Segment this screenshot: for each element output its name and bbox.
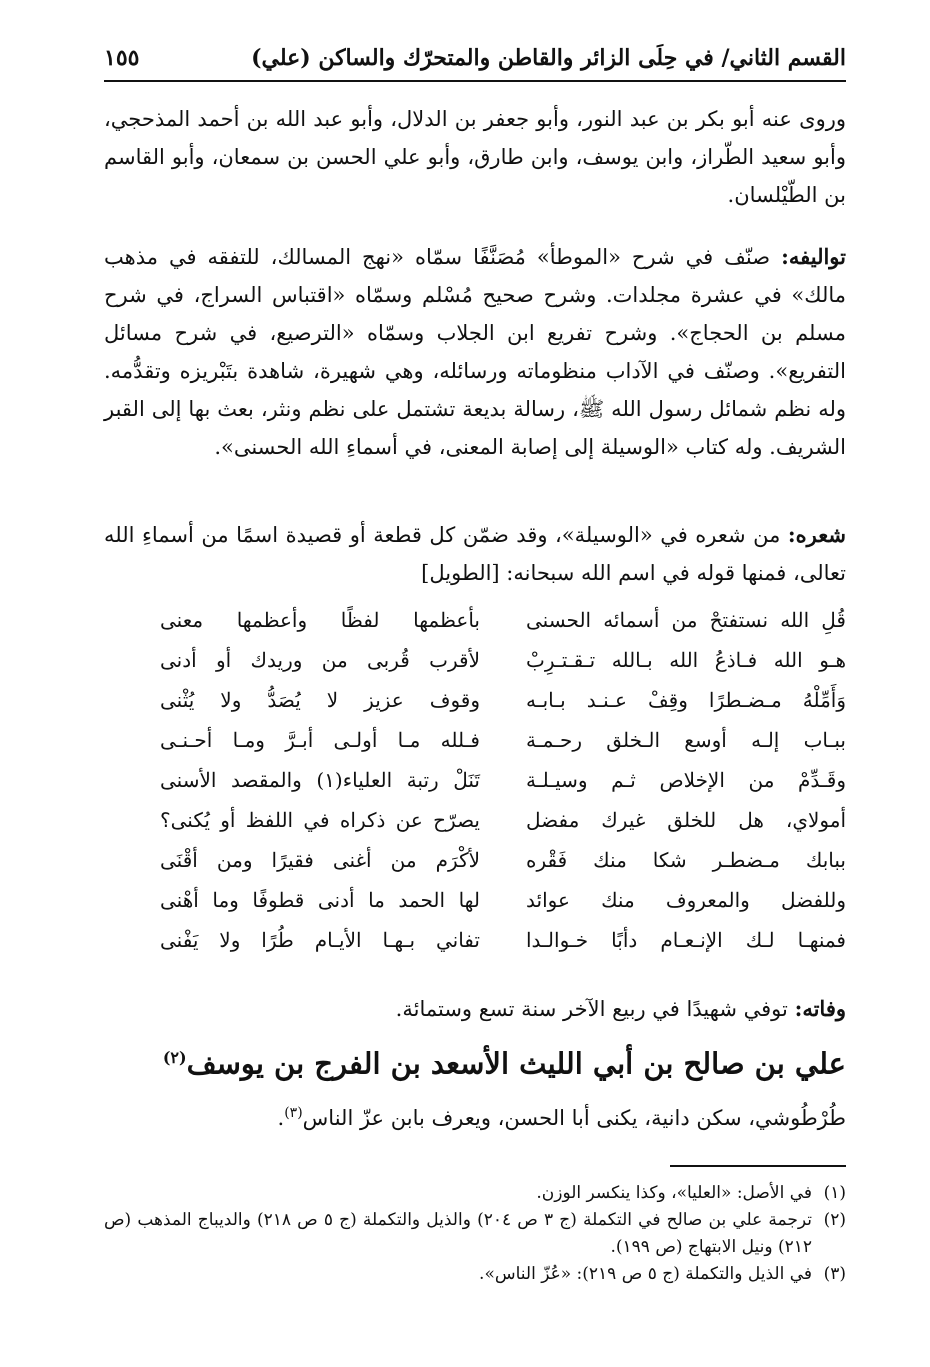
verse-line — [160, 760, 846, 800]
footnote-number: (٣) — [823, 1264, 846, 1284]
footnote-text: في الذيل والتكملة (ج ٥ ص ٢١٩): «عُزّ الناس». — [479, 1264, 812, 1284]
entry-heading-text: علي بن صالح بن أبي الليث الأسعد بن الفرج بن يوسف — [186, 1046, 846, 1081]
verse-line — [160, 640, 846, 680]
footnote — [104, 1261, 846, 1288]
verse-line — [160, 800, 846, 840]
works-label: تواليفه: — [781, 244, 846, 269]
verse-first-hemistich: وللفضل والمعروف منك عوائد — [526, 888, 846, 912]
verse-second-hemistich: لأقرب قُربى من وريدك أو أدنى — [160, 648, 480, 672]
verse-second-hemistich: تَنَلْ رتبة العلياء(١) والمقصد الأسنى — [160, 768, 480, 792]
entry-heading — [104, 1034, 846, 1088]
verse-second-hemistich: تفاني بـهـا الأيـام طُرًا ولا يَفْنى — [160, 928, 480, 952]
verse-first-hemistich: وَأَمِّلْهُ مـضـطرًا وقِفْ عـنـد بـابـه — [526, 688, 846, 712]
death-text: توفي شهيدًا في ربيع الآخر سنة تسع وستمائة. — [395, 997, 788, 1021]
works-paragraph — [104, 238, 846, 466]
death-paragraph — [104, 990, 846, 1028]
footnote-number: (١) — [823, 1183, 846, 1203]
verse-first-hemistich: فمنهـا لـك الإنـعـام دأبًا خـوالـدا — [526, 928, 846, 952]
verse-first-hemistich: أمولاي، هل للخلق غيرك مفضل — [526, 808, 846, 832]
footnotes — [104, 1180, 846, 1288]
running-header — [104, 36, 846, 82]
footnote-text: في الأصل: «العليا»، وكذا ينكسر الوزن. — [536, 1183, 812, 1203]
verse-second-hemistich: لأكْرَم من أغنى فقيرًا ومن أقْنَى — [160, 848, 480, 872]
death-label: وفاته: — [794, 996, 846, 1021]
verse-second-hemistich: وقوف عزيز لا يُصَدُّ ولا يُثْنى — [160, 688, 480, 712]
verse-second-hemistich: بأعظمها لفظًا وأعظمها معنى — [160, 608, 480, 632]
page-number: ١٥٥ — [104, 45, 140, 71]
footnote-divider — [670, 1165, 846, 1167]
narrators-paragraph: وروى عنه أبو بكر بن عبد النور، وأبو جعفر بن الدلال، وأبو عبد الله بن أحمد المذحجي، وأبو سعيد الطّراز، وابن يوسف، وابن طارق، وأبو علي الحسن بن سمعان، وأبو القاسم بن الطّيْلسان. — [104, 107, 846, 207]
verse-first-hemistich: قُلِ الله نستفتحْ من أسمائه الحسنى — [526, 608, 846, 632]
footnote-text: ترجمة علي بن صالح في التكملة (ج ٣ ص ٢٠٤) والذيل والتكملة (ج ٥ ص ٢١٨) والديباج المذهب (ص ٢١٢) ونيل الابتهاج (ص ١٩٩). — [104, 1210, 812, 1257]
footnote-ref: (٣) — [284, 1105, 303, 1121]
verse-line — [160, 720, 846, 760]
poem — [160, 600, 846, 960]
bio-paragraph: طُرْطُوشي، سكن دانية، يكنى أبا الحسن، ويعرف بابن عزّ الناس$^{(٣)}$. — [277, 1105, 846, 1130]
verse-line — [160, 600, 846, 640]
header-title: القسم الثاني/ في حِلَى الزائر والقاطن والمتحرّك والساكن (علي) — [251, 45, 846, 71]
footnote-ref: (٢) — [162, 1048, 187, 1067]
verse-first-hemistich: ببـاب إلـه أوسع الـخلق رحـمـة — [526, 728, 846, 752]
verse-second-hemistich: فـلله مـا أولـى أبـرَّ ومـا أحـنـى — [160, 728, 480, 752]
poetry-intro-text: من شعره في «الوسيلة»، وقد ضمّن كل قطعة أو قصيدة اسمًا من أسماءِ الله تعالى، فمنها قوله في اسم الله سبحانه: [الطويل] — [104, 523, 846, 585]
works-text: صنّف في شرح «الموطأ» مُصَنَّفًا سمّاه «نهج المسالك، للتفقه في مذهب مالك» في عشرة مجلدات. وشرح صحيح مُسْلم وسمّاه «اقتباس السراج، في شرح مسلم بن الحجاج». وشرح تفريع ابن الجلاب وسمّاه «الترصيع، في شرح مسائل التفريع». وصنّف في الآداب منظوماته ورسائله، وهي شهيرة، شاهدة بتَبْريزه وتقدُّمه. وله نظم شمائل رسول الله ﷺ، رسالة بديعة تشتمل على نظم ونثر، بعث بها إلى القبر الشريف. وله كتاب «الوسيلة إلى إصابة المعنى، في أسماءِ الله الحسنى». — [104, 245, 846, 459]
verse-line — [160, 840, 846, 880]
verse-first-hemistich: وقَـدِّمْ من الإخلاص ثـم وسيـلـة — [526, 768, 846, 792]
verse-second-hemistich: يصرّح عن ذكراه في اللفظ أو يُكنى؟ — [160, 808, 480, 832]
verse-line — [160, 920, 846, 960]
verse-first-hemistich: هـو الله فـاذعُ الله بـالله تـقـتـرِبْ — [526, 648, 846, 672]
poetry-intro-paragraph — [104, 516, 846, 592]
footnote — [104, 1180, 846, 1207]
poetry-label: شعره: — [787, 522, 846, 547]
footnote-number: (٢) — [823, 1210, 846, 1230]
verse-first-hemistich: ببابك مـضطـر شكا منك فَقْره — [526, 848, 846, 872]
bio-text: طُرْطُوشي، سكن دانية، يكنى أبا الحسن، ويعرف بابن عزّ الناس — [302, 1106, 846, 1130]
footnote — [104, 1207, 846, 1261]
verse-line — [160, 680, 846, 720]
verse-second-hemistich: لها الحمد ما أدنى قطوفًا وما أهْنى — [160, 888, 480, 912]
verse-line — [160, 880, 846, 920]
